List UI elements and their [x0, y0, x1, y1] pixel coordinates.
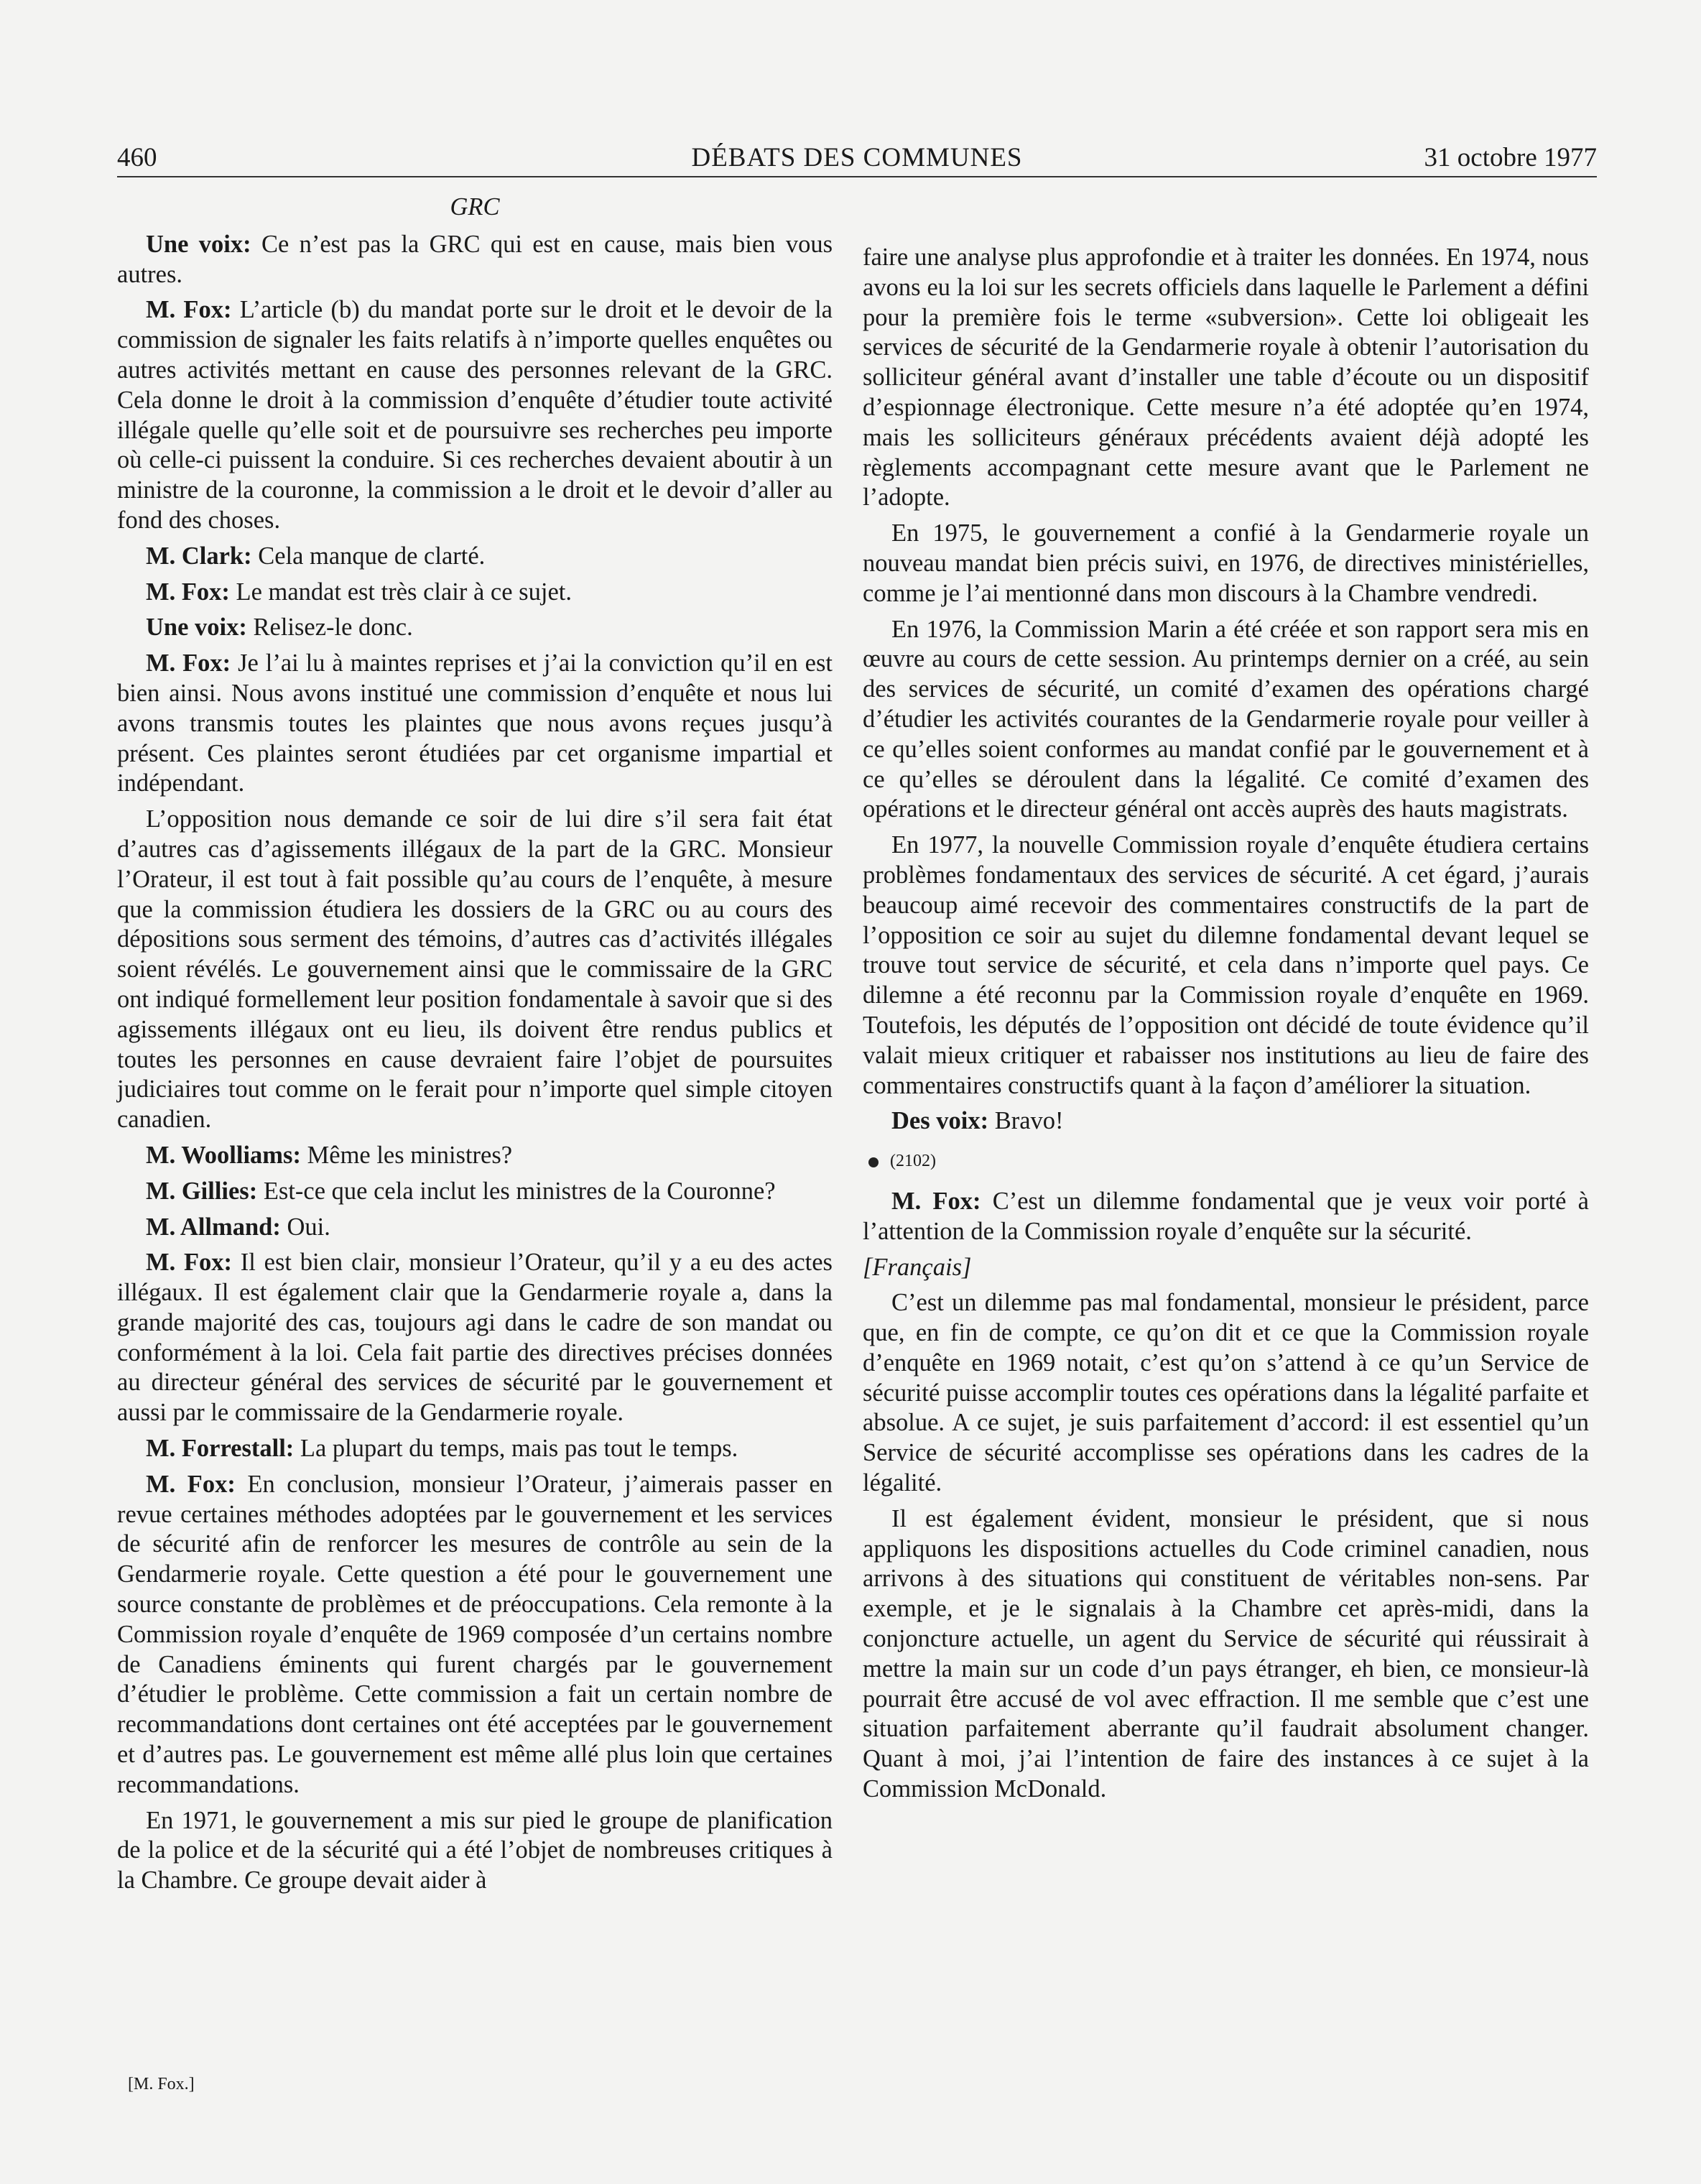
- speech-text: La plupart du temps, mais pas tout le temps.: [294, 1435, 738, 1463]
- paragraph: En 1977, la nouvelle Commission royale d’enquête étudiera certains problèmes fondamentaux des services de sécurité. A cet égard, j’aurais beaucoup aimé recevoir des commentaires constructifs de la part de l’opposition ce soir au sujet du dilemne fondamental devant lequel se trouve tout service de sécurité, et cela dans n’importe quel pays. Ce dilemne a été reconnu par la Commission royale d’enquête en 1969. Toutefois, les députés de l’opposition ont décidé de toute évidence qu’il valait mieux critiquer et rabaisser nos institutions au lieu de faire des commentaires constructifs quant à la façon d’améliorer la situation.: [863, 831, 1589, 1099]
- speech-text: C’est un dilemme fondamental que je veux voir porté à l’attention de la Commission royale d’enquête sur la sécurité.: [863, 1187, 1589, 1245]
- paragraph: [117, 1213, 833, 1243]
- paragraph: [117, 578, 833, 608]
- speech-text: Même les ministres?: [300, 1141, 513, 1169]
- speech-text: L’article (b) du mandat porte sur le droit et le devoir de la commission de signaler les faits relatifs à n’importe quelles enquêtes ou autres activités mettant en cause des personnes relevant de la GRC. Cela donne le droit à la commission d’enquête d’étudier toute activité illégale quelle qu’elle soit et de poursuivre ses recherches peu importe où celle-ci puissent la conduire. Si ces recherches devaient aboutir à un ministre de la couronne, la commission a le droit et le devoir d’aller au fond des choses.: [117, 296, 833, 534]
- footer-speaker-note: [M. Fox.]: [128, 2075, 195, 2093]
- paragraph: [117, 230, 833, 290]
- time-marker: [863, 1147, 1589, 1177]
- section-heading: GRC: [450, 193, 500, 221]
- speaker-name: M. Fox:: [146, 296, 232, 324]
- speaker-name: Une voix:: [146, 614, 247, 642]
- page-header: [117, 141, 1597, 175]
- speech-text: En conclusion, monsieur l’Orateur, j’aimerais passer en revue certaines méthodes adoptées par le gouvernement et les services de sécurité afin de renforcer les mesures de contrôle au sein de la Gendarmerie royale. Cette question a été pour le gouvernement une source constante de problèmes et de préoccupations. Cela remonte à la Commission royale d’enquête de 1969 composée d’un certains nombre de Canadiens éminents qui furent chargés par le gouvernement d’étudier le problème. Cette commission a fait un certain nombre de recommandations dont certaines ont été acceptées par le gouvernement et d’autres pas. Le gouvernement est même allé plus loin que certaines recommandations.: [117, 1470, 833, 1798]
- paragraph: [117, 649, 833, 799]
- time-marker-label: (2102): [890, 1152, 936, 1171]
- left-column: [117, 193, 833, 1902]
- speech-text: Oui.: [280, 1213, 330, 1241]
- paragraph: En 1971, le gouvernement a mis sur pied le groupe de planification de la police et de la sécurité qui a été l’objet de nombreuses critiques à la Chambre. Ce groupe devait aider à: [117, 1806, 833, 1894]
- paragraph: [117, 1434, 833, 1464]
- paragraph: En 1976, la Commission Marin a été créée et son rapport sera mis en œuvre au cours de cette session. Au printemps dernier on a créé, au sein des services de sécurité, un comité d’examen des opérations chargé d’étudier les activités courantes de la Gendarmerie royale pour veiller à ce qu’elles soient conformes au mandat confié par le gouvernement et à ce qu’elles se déroulent dans la légalité. Ce comité d’examen des opérations et le directeur général ont accès auprès des hauts magistrats.: [863, 615, 1589, 823]
- speaker-name: M. Fox:: [891, 1187, 981, 1215]
- paragraph: En 1975, le gouvernement a confié à la Gendarmerie royale un nouveau mandat bien précis suivi, en 1976, de directives ministérielles, comme je l’ai mentionné dans mon discours à la Chambre vendredi.: [863, 519, 1589, 607]
- speaker-name: Une voix:: [146, 230, 251, 258]
- paragraph: [117, 1141, 833, 1171]
- speech-text: Bravo!: [988, 1107, 1064, 1135]
- speaker-name: M. Gillies:: [146, 1177, 258, 1205]
- paragraph: L’opposition nous demande ce soir de lui dire s’il sera fait état d’autres cas d’agissements illégaux de la part de la GRC. Monsieur l’Orateur, il est tout à fait possible qu’au cours de l’enquête, à mesure que la commission étudiera les dossiers de la GRC ou au cours des dépositions sous serment des témoins, d’autres cas d’activités illégales soient révélés. Le gouvernement ainsi que le commissaire de la GRC ont indiqué formellement leur position fondamentale à savoir que si des agissements illégaux ont eu lieu, ils doivent être rendus publics et toutes les personnes en cause devraient faire l’objet de poursuites judiciaires tout comme on le ferait pour n’importe quel simple citoyen canadien.: [117, 805, 833, 1134]
- header-rule: [117, 176, 1597, 177]
- language-note: [Français]: [863, 1253, 972, 1281]
- paragraph: C’est un dilemme pas mal fondamental, monsieur le président, parce que, en fin de compte, ce qu’on dit et ce que la Commission royale d’enquête en 1969 notait, c’est qu’on s’attend à ce qu’un Service de sécurité puisse accomplir toutes ces opérations dans la légalité parfaite et absolue. A ce sujet, je suis parfaitement d’accord: il est essentiel qu’un Service de sécurité accomplisse ses opérations dans les cadres de la légalité.: [863, 1289, 1589, 1497]
- paragraph: [117, 542, 833, 572]
- speaker-name: M. Woolliams:: [146, 1141, 301, 1169]
- publication-title: DÉBATS DES COMMUNES: [691, 143, 1023, 172]
- paragraph: Il est également évident, monsieur le président, que si nous appliquons les dispositions actuelles du Code criminel canadien, nous arrivons à des situations qui constituent de véritables non-sens. Par exemple, et je le signalais à la Chambre cet après-midi, dans la conjoncture actuelle, un agent du Service de sécurité qui réussirait à mettre la main sur un code d’un pays étranger, eh bien, ce monsieur-là pourrait être accusé de vol avec effraction. Il me semble que c’est une situation parfaitement aberrante qu’il faudrait absolument changer. Quant à moi, j’ai l’intention de faire des instances à ce sujet à la Commission McDonald.: [863, 1504, 1589, 1803]
- speaker-name: M. Fox:: [146, 1249, 233, 1277]
- paragraph: [117, 295, 833, 535]
- speech-text: Cela manque de clarté.: [251, 542, 486, 570]
- speaker-name: M. Allmand:: [146, 1213, 281, 1241]
- speaker-name: M. Fox:: [146, 578, 230, 606]
- speech-text: Le mandat est très clair à ce sujet.: [229, 578, 572, 606]
- speaker-name: Des voix:: [891, 1107, 989, 1135]
- speech-text: Il est bien clair, monsieur l’Orateur, qu’il y a eu des actes illégaux. Il est également clair que la Gendarmerie royale a, dans la grande majorité des cas, toujours agi dans le cadre de son mandat ou conformément à la loi. Cela fait partie des directives précises données au directeur général des services de sécurité par le gouvernement et aussi par le commissaire de la Gendarmerie royale.: [117, 1249, 833, 1427]
- speech-text: Est-ce que cela inclut les ministres de la Couronne?: [257, 1177, 776, 1205]
- speaker-name: M. Forrestall:: [146, 1435, 295, 1463]
- bullet-dot-icon: [868, 1157, 879, 1167]
- paragraph: [863, 1187, 1589, 1247]
- speaker-name: M. Fox:: [146, 1470, 236, 1498]
- paragraph: [117, 1248, 833, 1428]
- speech-text: Relisez-le donc.: [246, 614, 413, 642]
- paragraph: [117, 1177, 833, 1207]
- paragraph: [863, 1106, 1589, 1137]
- speech-text: Je l’ai lu à maintes reprises et j’ai la conviction qu’il en est bien ainsi. Nous avons institué une commission d’enquête et nous lui avons transmis toutes les plaintes que nous avons reçues jusqu’à présent. Ces plaintes seront étudiées par cet organisme impartial et indépendant.: [117, 649, 833, 797]
- speaker-name: M. Clark:: [146, 542, 252, 570]
- session-date: 31 octobre 1977: [1424, 143, 1597, 172]
- speaker-name: M. Fox:: [146, 649, 231, 677]
- paragraph: [117, 1470, 833, 1800]
- page-number: 460: [117, 143, 157, 172]
- paragraph: faire une analyse plus approfondie et à traiter les données. En 1974, nous avons eu la loi sur les secrets officiels dans laquelle le Parlement a défini pour la première fois le terme «subversion». Cette loi obligeait les services de sécurité de la Gendarmerie royale à obtenir l’autorisation du solliciteur général avant d’installer une table d’écoute ou un dispositif d’espionnage électronique. Cette mesure n’a été adoptée qu’en 1974, mais les solliciteurs généraux précédents avaient déjà adopté les règlements accompagnant cette mesure avant que le Parlement ne l’adopte.: [863, 244, 1589, 512]
- right-column: [863, 243, 1589, 1810]
- speech-text: Ce n’est pas la GRC qui est en cause, mais bien vous autres.: [117, 230, 833, 288]
- paragraph: [117, 613, 833, 643]
